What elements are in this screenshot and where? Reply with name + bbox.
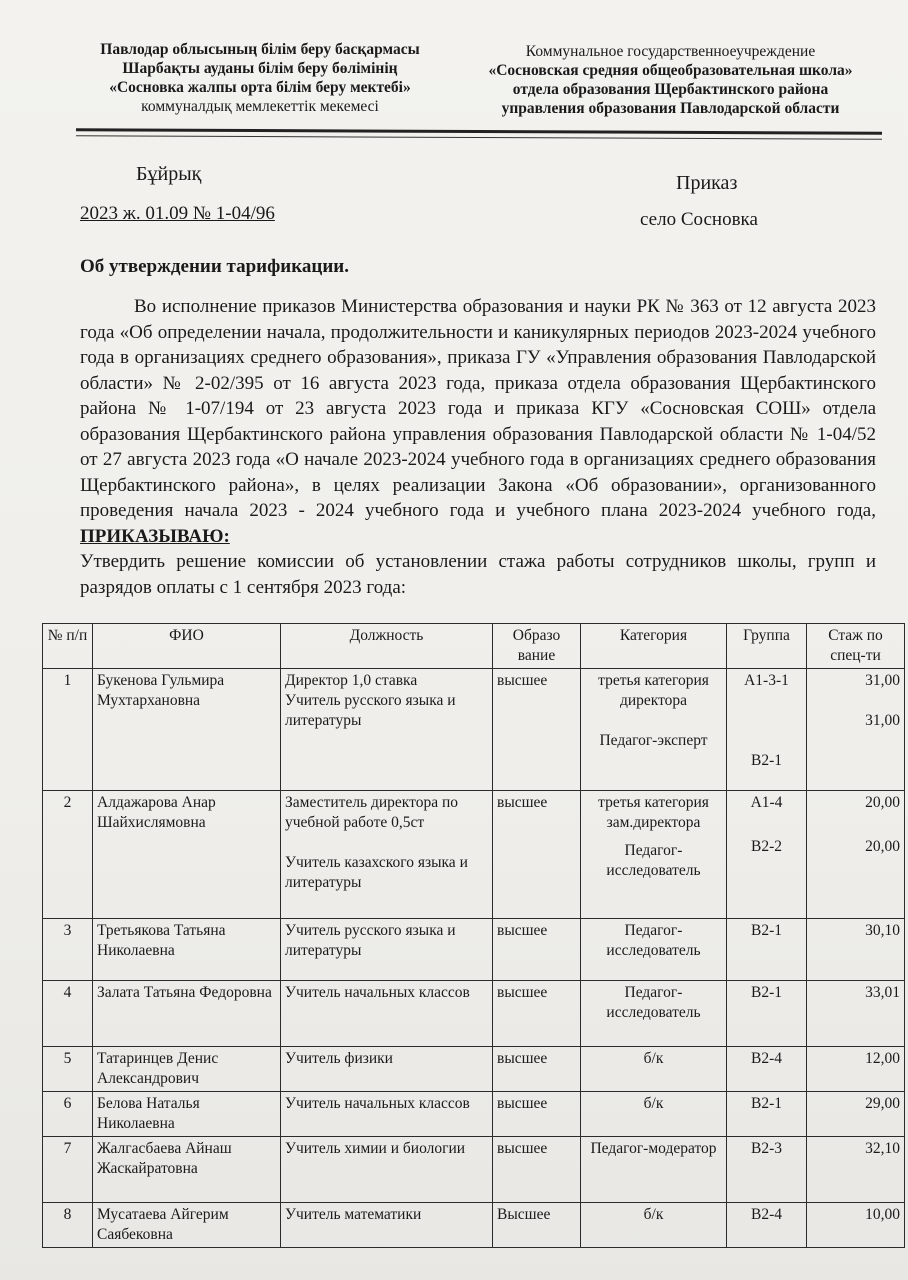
cell-experience: 12,00 — [807, 1047, 905, 1092]
cell-spacer — [731, 813, 802, 837]
table-row — [43, 1047, 905, 1092]
table-header-row — [43, 624, 905, 669]
cell-category — [581, 669, 727, 791]
table-row — [43, 919, 905, 981]
group-line: А1-3-1 — [744, 672, 789, 689]
cell-education: высшее — [493, 1047, 581, 1092]
cell-group: В2-3 — [727, 1137, 807, 1203]
experience-line: 20,00 — [865, 794, 900, 811]
order-date-number: 2023 ж. 01.09 № 1-04/96 — [80, 203, 275, 224]
cell-num: 2 — [43, 791, 93, 919]
experience-line: 20,00 — [865, 838, 900, 855]
header-divider-thick — [76, 128, 882, 135]
experience-line: 31,00 — [865, 672, 900, 689]
table-row — [43, 669, 905, 791]
tarification-table — [42, 623, 905, 1248]
cell-fio: Мусатаева Айгерим Саябековна — [93, 1203, 281, 1248]
cell-experience: 30,10 — [807, 919, 905, 981]
cell-group — [727, 791, 807, 919]
cell-education: высшее — [493, 919, 581, 981]
cell-category: б/к — [581, 1092, 727, 1137]
col-header-fio: ФИО — [93, 624, 281, 669]
cell-spacer — [585, 833, 722, 841]
table-row — [43, 981, 905, 1047]
cell-group: В2-4 — [727, 1047, 807, 1092]
header-ru-line-1: Коммунальное государственноеучреждение — [525, 43, 816, 60]
order-body — [80, 294, 876, 600]
order-place: село Сосновка — [640, 209, 758, 230]
cell-spacer — [585, 711, 722, 731]
order-instruction: Утвердить решение комиссии об установлении стажа работы сотрудников школы, групп и разрядов оплаты с 1 сентября 2023 года: — [80, 551, 876, 598]
cell-fio: Букенова Гульмира Мухтархановна — [93, 669, 281, 791]
col-header-experience: Стаж по спец-ти — [807, 624, 905, 669]
cell-education: высшее — [493, 1137, 581, 1203]
header-divider-thin — [76, 135, 882, 140]
cell-education: высшее — [493, 791, 581, 919]
table-row — [43, 791, 905, 919]
position-line: Директор 1,0 ставка — [285, 672, 418, 689]
cell-group: В2-4 — [727, 1203, 807, 1248]
group-line: А1-4 — [750, 794, 783, 811]
cell-position: Учитель начальных классов — [281, 1092, 493, 1137]
cell-education: высшее — [493, 669, 581, 791]
table-row — [43, 1137, 905, 1203]
cell-position — [281, 669, 493, 791]
cell-position — [281, 791, 493, 919]
category-line: Педагог-эксперт — [599, 732, 708, 749]
cell-category: б/к — [581, 1203, 727, 1248]
cell-spacer — [811, 813, 900, 837]
cell-experience: 10,00 — [807, 1203, 905, 1248]
cell-experience: 32,10 — [807, 1137, 905, 1203]
order-word-kazakh: Бұйрық — [136, 163, 202, 185]
cell-spacer — [811, 691, 900, 711]
cell-category: б/к — [581, 1047, 727, 1092]
order-paragraph-text: Во исполнение приказов Министерства образования и науки РК № 363 от 12 августа 2023 года «Об определении начала, продолжительности и каникулярных периодов 2023-2024 учебного года в организациях среднего образования», приказа ГУ «Управления образования Павлодарской области» № 2-02/395 от 16 августа 2023 года, приказа отдела образования Щербактинского района № 1-07/194 от 23 августа 2023 года и приказа КГУ «Сосновская СОШ» отдела образования Щербактинского района управления образования Павлодарской области № 1-04/52 от 27 августа 2023 года «О начале 2023-2024 учебного года в организациях среднего образования Щербактинского района», в целях реализации Закона «Об образовании», организованного проведения начала 2023 - 2024 учебного года и учебного плана 2023-2024 учебного года, — [80, 296, 876, 521]
order-title: Об утверждении тарификации. — [80, 256, 349, 277]
cell-category: Педагог-исследователь — [581, 919, 727, 981]
cell-num: 5 — [43, 1047, 93, 1092]
header-kz-line-3: «Сосновка жалпы орта білім беру мектебі» — [109, 79, 411, 96]
header-ru-line-3: отдела образования Щербактинского района — [512, 81, 829, 98]
header-ru-line-4: управления образования Павлодарской области — [501, 100, 840, 117]
cell-category: Педагог-исследователь — [581, 981, 727, 1047]
cell-position: Учитель русского языка и литературы — [281, 919, 493, 981]
experience-line: 31,00 — [865, 712, 900, 729]
cell-education: высшее — [493, 1092, 581, 1137]
cell-category — [581, 791, 727, 919]
header-russian — [448, 42, 893, 118]
cell-num: 1 — [43, 669, 93, 791]
cell-position: Учитель математики — [281, 1203, 493, 1248]
col-header-position: Должность — [281, 624, 493, 669]
cell-position: Учитель начальных классов — [281, 981, 493, 1047]
cell-category: Педагог-модератор — [581, 1137, 727, 1203]
cell-experience — [807, 791, 905, 919]
cell-group: В2-1 — [727, 919, 807, 981]
cell-num: 7 — [43, 1137, 93, 1203]
cell-education: высшее — [493, 981, 581, 1047]
col-header-education: Образо вание — [493, 624, 581, 669]
cell-fio: Залата Татьяна Федоровна — [93, 981, 281, 1047]
category-line: третья категория зам.директора — [598, 794, 709, 831]
cell-num: 6 — [43, 1092, 93, 1137]
category-line: третья категория директора — [598, 672, 709, 709]
cell-experience — [807, 669, 905, 791]
cell-position: Учитель химии и биологии — [281, 1137, 493, 1203]
order-paragraph — [80, 294, 876, 549]
cell-fio: Третьякова Татьяна Николаевна — [93, 919, 281, 981]
col-header-group: Группа — [727, 624, 807, 669]
cell-fio: Жалгасбаева Айнаш Жаскайратовна — [93, 1137, 281, 1203]
order-word-russian: Приказ — [676, 172, 738, 194]
cell-num: 4 — [43, 981, 93, 1047]
group-line: В2-1 — [751, 752, 782, 769]
cell-group: В2-1 — [727, 981, 807, 1047]
cell-fio: Татаринцев Денис Александрович — [93, 1047, 281, 1092]
category-line: Педагог-исследователь — [606, 842, 701, 879]
cell-experience: 33,01 — [807, 981, 905, 1047]
position-line: Учитель русского языка и литературы — [285, 692, 456, 729]
header-kz-line-2: Шарбақты ауданы білім беру бөлімінің — [122, 60, 398, 77]
col-header-category: Категория — [581, 624, 727, 669]
order-command: ПРИКАЗЫВАЮ: — [80, 525, 230, 547]
cell-group: В2-1 — [727, 1092, 807, 1137]
header-ru-line-2: «Сосновская средняя общеобразовательная школа» — [488, 62, 853, 79]
header-kazakh — [70, 40, 450, 116]
position-line: Учитель казахского языка и литературы — [285, 854, 468, 891]
header-kz-line-1: Павлодар облысының білім беру басқармасы — [100, 41, 420, 58]
cell-experience: 29,00 — [807, 1092, 905, 1137]
cell-num: 3 — [43, 919, 93, 981]
table-row — [43, 1203, 905, 1248]
cell-spacer — [731, 691, 802, 751]
cell-fio: Алдажарова Анар Шайхислямовна — [93, 791, 281, 919]
cell-num: 8 — [43, 1203, 93, 1248]
col-header-num: № п/п — [43, 624, 93, 669]
table-row — [43, 1092, 905, 1137]
cell-position: Учитель физики — [281, 1047, 493, 1092]
header-kz-line-4: коммуналдық мемлекеттік мекемесі — [141, 98, 379, 115]
cell-fio: Белова Наталья Николаевна — [93, 1092, 281, 1137]
cell-group — [727, 669, 807, 791]
position-line: Заместитель директора по учебной работе 0,5ст — [285, 794, 459, 831]
group-line: В2-2 — [751, 838, 782, 855]
cell-education: Высшее — [493, 1203, 581, 1248]
cell-spacer — [285, 833, 488, 853]
